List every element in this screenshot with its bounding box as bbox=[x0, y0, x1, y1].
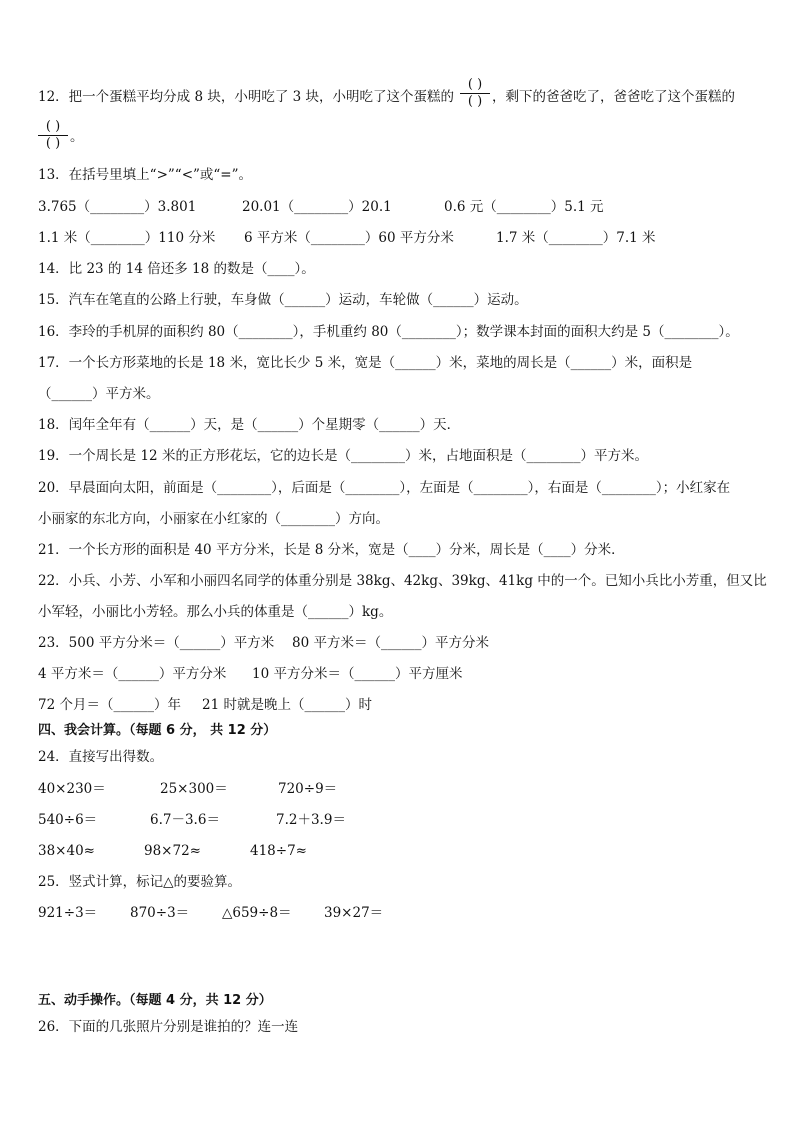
q23-item: 4 平方米＝（______）平方分米 bbox=[38, 666, 227, 682]
q12-fraction-2 bbox=[38, 120, 68, 151]
fraction-numerator: ( ) bbox=[45, 119, 61, 134]
q25-title: 25．竖式计算，标记△的要验算。 bbox=[38, 874, 242, 890]
fraction-denominator: ( ) bbox=[467, 94, 483, 109]
q14: 14．比 23 的 14 倍还多 18 的数是（____）。 bbox=[38, 261, 315, 277]
q20-line2: 小丽家的东北方向，小丽家在小红家的（________）方向。 bbox=[38, 511, 389, 527]
q22-line1: 22．小兵、小芳、小军和小丽四名同学的体重分别是 38kg、42kg、39kg、41kg 中的一个。已知小兵比小芳重，但又比 bbox=[38, 573, 767, 589]
q24-title: 24．直接写出得数。 bbox=[38, 749, 164, 765]
q13-item: 1.1 米（________）110 分米 bbox=[38, 230, 216, 246]
q25-item: 870÷3＝ bbox=[130, 905, 190, 921]
q25-item: 39×27＝ bbox=[324, 905, 384, 921]
q24-item: 38×40≈ bbox=[38, 843, 95, 859]
q12-line1-before: 12．把一个蛋糕平均分成 8 块，小明吃了 3 块，小明吃了这个蛋糕的 bbox=[38, 89, 455, 105]
fraction-denominator: ( ) bbox=[45, 136, 61, 151]
q12-line1-after: ，剩下的爸爸吃了，爸爸吃了这个蛋糕的 bbox=[492, 89, 735, 105]
q13-item: 3.765（________）3.801 bbox=[38, 199, 197, 215]
q12-line2-after: 。 bbox=[70, 129, 84, 145]
q24-item: 25×300＝ bbox=[160, 781, 228, 797]
q16: 16．李玲的手机屏的面积约 80（________），手机重约 80（________）；数学课本封面的面积大约是 5（________）。 bbox=[38, 324, 739, 340]
q23-item: 21 时就是晚上（______）时 bbox=[202, 697, 372, 713]
q24-item: 540÷6＝ bbox=[38, 812, 98, 828]
q24-item: 6.7－3.6＝ bbox=[150, 812, 220, 828]
section-4-heading: 四、我会计算。（每题 6 分， 共 12 分） bbox=[38, 723, 277, 738]
q13-item: 20.01（________）20.1 bbox=[242, 199, 392, 215]
q13-title: 13．在括号里填上“>”“<”或“=”。 bbox=[38, 167, 253, 183]
q20-line1: 20．早晨面向太阳，前面是（________），后面是（________），左面是（________），右面是（________）；小红家在 bbox=[38, 480, 731, 496]
q15: 15．汽车在笔直的公路上行驶，车身做（______）运动，车轮做（______）运动。 bbox=[38, 292, 528, 308]
section-5-heading: 五、动手操作。（每题 4 分，共 12 分） bbox=[38, 993, 272, 1008]
q22-line2: 小军轻，小丽比小芳轻。那么小兵的体重是（______）kg。 bbox=[38, 604, 393, 620]
q12-fraction-1 bbox=[460, 78, 490, 109]
q25-item: 921÷3＝ bbox=[38, 905, 98, 921]
q13-item: 1.7 米（________）7.1 米 bbox=[496, 230, 656, 246]
q23-item: 72 个月＝（______）年 bbox=[38, 697, 181, 713]
q24-item: 720÷9＝ bbox=[278, 781, 338, 797]
fraction-numerator: ( ) bbox=[467, 77, 483, 92]
q18: 18．闰年全年有（______）天，是（______）个星期零（______）天． bbox=[38, 417, 461, 433]
q24-item: 40×230＝ bbox=[38, 781, 106, 797]
q23-item: 80 平方米＝（______）平方分米 bbox=[292, 635, 489, 651]
q24-item: 418÷7≈ bbox=[250, 843, 307, 859]
q13-item: 0.6 元（________）5.1 元 bbox=[444, 199, 604, 215]
q21: 21．一个长方形的面积是 40 平方分米，长是 8 分米，宽是（____）分米，周长是（____）分米． bbox=[38, 542, 625, 558]
q19: 19．一个周长是 12 米的正方形花坛，它的边长是（________）米，占地面积是（________）平方米。 bbox=[38, 448, 648, 464]
q24-item: 7.2＋3.9＝ bbox=[276, 812, 346, 828]
q17-line2: （______）平方米。 bbox=[38, 386, 160, 402]
q23-item: 23．500 平方分米＝（______）平方米 bbox=[38, 635, 275, 651]
q25-item: △659÷8＝ bbox=[222, 905, 292, 921]
q26: 26．下面的几张照片分别是谁拍的？连一连 bbox=[38, 1019, 299, 1035]
q24-item: 98×72≈ bbox=[144, 843, 201, 859]
q23-item: 10 平方分米＝（______）平方厘米 bbox=[252, 666, 463, 682]
q13-item: 6 平方米（________）60 平方分米 bbox=[244, 230, 454, 246]
q17-line1: 17．一个长方形菜地的长是 18 米，宽比长少 5 米，宽是（______）米，菜地的周长是（______）米，面积是 bbox=[38, 355, 693, 371]
